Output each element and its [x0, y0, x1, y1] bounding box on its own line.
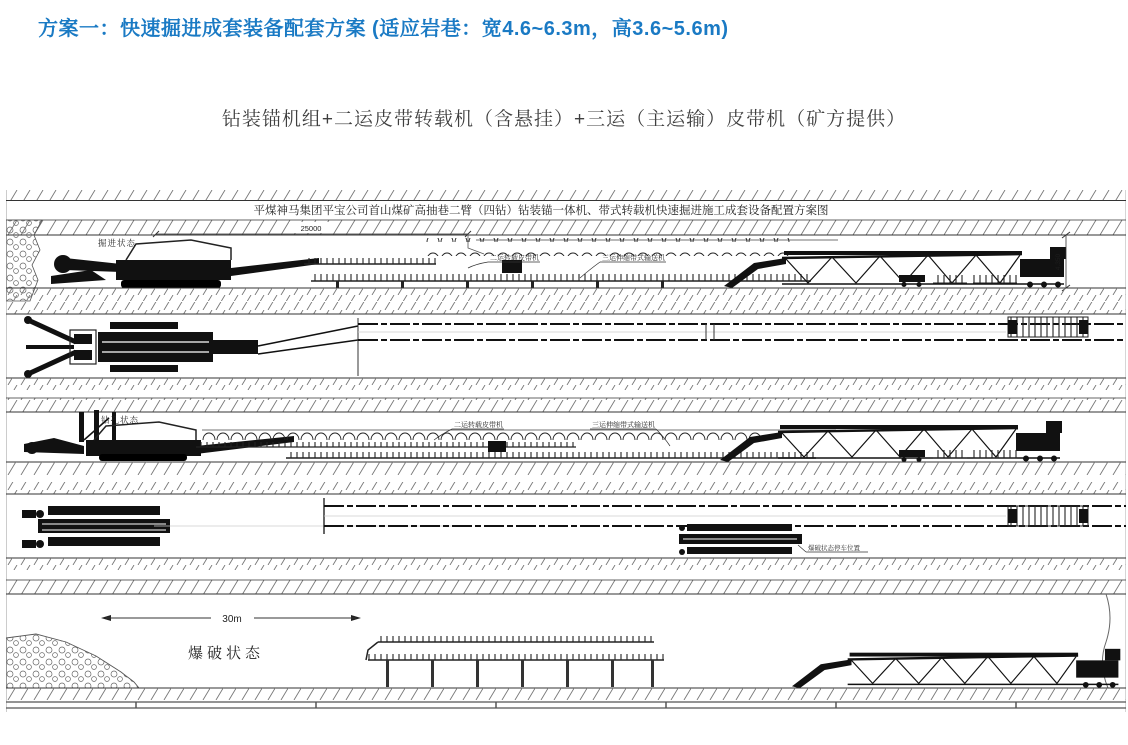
- floor-hatch-row1: [6, 288, 1126, 301]
- folded-bridge-conveyor: [366, 636, 664, 687]
- roadheader-plan-retreated: [22, 506, 170, 548]
- row-tunneling-side-view: [6, 220, 1126, 301]
- label-transfer-conveyor-row3: 二运转载皮带机: [454, 422, 503, 429]
- wall-hatch-row2-top: [6, 302, 1126, 314]
- wall-hatch-row4-top: [6, 482, 1126, 494]
- bridge-conveyor-row3: [196, 442, 576, 447]
- roof-hatch-row5: [6, 580, 1126, 594]
- parked-machine-plan: [679, 524, 802, 555]
- floor-hatch-row5: [6, 688, 1126, 700]
- roof-hatch-row3: [6, 398, 1126, 412]
- floor-hatch-row3: [6, 462, 1126, 475]
- belt-storage-cassette-row2: [1008, 317, 1088, 337]
- label-telescopic-conveyor-row3: 三运伸缩带式输送机: [592, 422, 655, 429]
- bridge-plan-bottom: [258, 340, 358, 354]
- dimension-30m: [101, 614, 361, 625]
- state-label-blasting: 爆破状态: [188, 645, 265, 662]
- blasted-rock-pile: [6, 634, 139, 688]
- roadheader-plan-view: [24, 316, 258, 378]
- equipment-subtitle: 钻装锚机组+二运皮带转载机（含悬挂）+三运（主运输）皮带机（矿方提供）: [221, 109, 907, 130]
- transfer-drive-station-row3: [488, 441, 506, 452]
- row-drilling-side-view: [6, 398, 1126, 475]
- roadheader-silhouette-tunneling: [51, 240, 319, 288]
- state-label-drilling: 钻孔状态: [101, 415, 140, 425]
- belt-tail-unit-row5: [792, 649, 1120, 688]
- engineering-drawing: [6, 190, 1126, 730]
- wall-hatch-row2-bottom: [6, 378, 1126, 390]
- drawing-title: 平煤神马集团平宝公司首山煤矿高抽巷二臂（四钻）钻装锚一体机、带式转载机快速掘进施工成套设备配置方案图: [253, 205, 829, 217]
- wall-hatch-row4-bottom: [6, 558, 1126, 570]
- drawing-canvas: [6, 190, 1126, 725]
- label-transfer-conveyor-row1: 二运转载皮带机: [490, 255, 539, 262]
- scale-bar-rails: [6, 702, 1126, 708]
- callout-parking-position: [798, 543, 868, 552]
- row-retreat-plan-view: [6, 482, 1126, 570]
- label-parking-position: 爆破状态停车位置: [808, 545, 860, 552]
- belt-festoon-row1: [426, 238, 790, 256]
- belt-storage-cassette-row4: [1008, 506, 1088, 526]
- dim-4350-text: 4,350: [1055, 253, 1062, 271]
- bridge-conveyor-row1: [304, 258, 436, 264]
- bridge-plan-top: [258, 326, 358, 346]
- material-wagons-row3: [899, 450, 1017, 462]
- roof-hatch-top: [6, 190, 1126, 200]
- material-wagons-row1: [899, 275, 1017, 287]
- dim-30m-text: 30m: [222, 614, 242, 625]
- drawing-header: [6, 190, 1126, 217]
- plan-title: 方案一：快速掘进成套装备配套方案 (适应岩巷：宽4.6~6.3m，高3.6~5.6m): [38, 18, 729, 40]
- label-telescopic-conveyor-row1: 三运伸缩带式输送机: [602, 255, 665, 262]
- roof-hatch-row1: [6, 220, 1126, 235]
- row-blasting-side-view: [6, 580, 1126, 708]
- row-advance-plan-view: [6, 302, 1126, 390]
- dim-25000-text: 25000: [300, 224, 322, 233]
- state-label-tunneling: 掘进状态: [98, 238, 137, 248]
